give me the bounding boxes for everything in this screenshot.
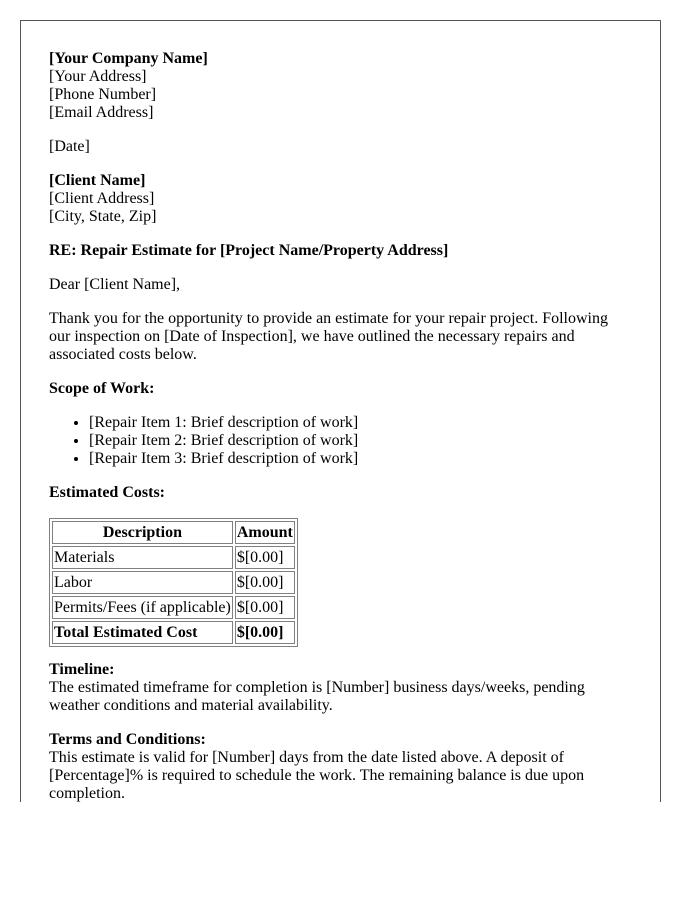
column-header-description: Description (52, 521, 233, 544)
timeline-heading: Timeline: (49, 661, 115, 678)
scope-item: • [Repair Item 3: Brief description of work] (89, 450, 619, 468)
company-phone: [Phone Number] (49, 86, 157, 103)
terms-heading: Terms and Conditions: (49, 731, 206, 748)
cost-amount: $[0.00] (235, 571, 295, 594)
client-address: [Client Address] (49, 190, 155, 207)
terms-section (49, 731, 619, 802)
terms-text: This estimate is valid for [Number] days from the date listed above. A deposit of [Percentage]% is required to schedule the work. The remaining balance is due upon completion. (49, 749, 585, 802)
table-row (52, 546, 295, 569)
scope-item: • [Repair Item 2: Brief description of work] (89, 432, 619, 450)
costs-heading: Estimated Costs: (49, 484, 165, 501)
cost-description: Labor (52, 571, 233, 594)
client-name: [Client Name] (49, 172, 146, 189)
scope-heading: Scope of Work: (49, 380, 155, 397)
table-header-row (52, 521, 295, 544)
client-city-state-zip: [City, State, Zip] (49, 208, 157, 225)
company-name: [Your Company Name] (49, 50, 208, 67)
subject-line: RE: Repair Estimate for [Project Name/Property Address] (49, 242, 449, 259)
cost-description: Materials (52, 546, 233, 569)
costs-table (49, 518, 298, 647)
letter-content (49, 50, 619, 802)
company-address: [Your Address] (49, 68, 147, 85)
timeline-section (49, 661, 619, 715)
table-total-row (52, 621, 295, 644)
cost-amount: $[0.00] (235, 546, 295, 569)
scope-list (49, 414, 619, 468)
letter-page (20, 20, 661, 802)
timeline-text: The estimated timeframe for completion is [Number] business days/weeks, pending weather conditions and material availability. (49, 679, 585, 714)
scope-item: • [Repair Item 1: Brief description of work] (89, 414, 619, 432)
intro-paragraph: Thank you for the opportunity to provide an estimate for your repair project. Following our inspection on [Date of Inspection], we have outlined the necessary repairs and associated costs below. (49, 310, 608, 363)
company-email: [Email Address] (49, 104, 154, 121)
table-row (52, 571, 295, 594)
cost-description: Permits/Fees (if applicable) (52, 596, 233, 619)
cost-amount: $[0.00] (235, 596, 295, 619)
salutation: Dear [Client Name], (49, 276, 181, 293)
total-amount: $[0.00] (235, 621, 295, 644)
sender-block (49, 50, 619, 122)
total-label: Total Estimated Cost (52, 621, 233, 644)
client-block (49, 172, 619, 226)
letter-date: [Date] (49, 138, 90, 155)
table-row (52, 596, 295, 619)
column-header-amount: Amount (235, 521, 295, 544)
